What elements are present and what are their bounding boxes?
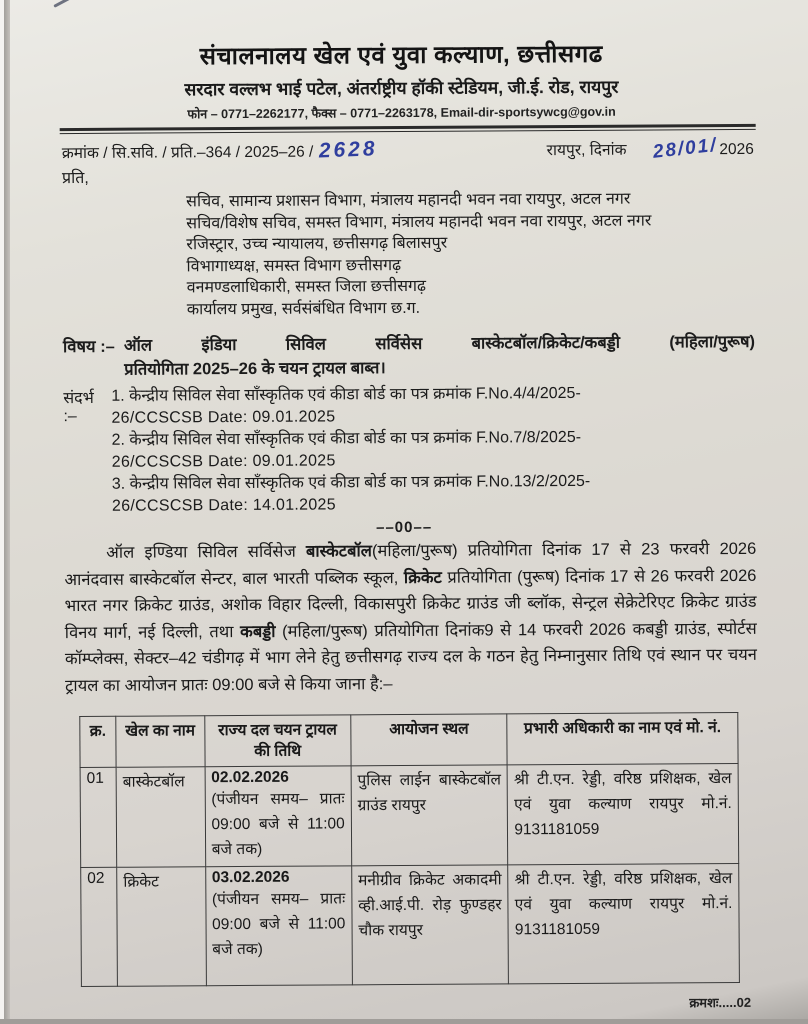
- body-segment-basketball: बास्केटबॉल: [305, 542, 372, 561]
- subject-label: विषय :–: [62, 337, 115, 357]
- letter-number: क्रमांक / सि.सवि. / प्रति.–364 / 2025–26 /: [61, 143, 314, 163]
- handwritten-dispatch-number: 2628: [318, 137, 379, 163]
- cell-officer: श्री टी.एन. रेड्डी, वरिष्ठ प्रशिक्षक, खेल एवं युवा कल्याण रायपुर मो.नं. 9131181059: [508, 863, 739, 983]
- reference-item-line-2: 26/CCSCSB Date: 09.01.2025: [111, 451, 336, 471]
- reference-section: [63, 382, 756, 518]
- organization-name: संचालनालय खेल एवं युवा कल्याण, छत्तीसगढ: [199, 40, 603, 71]
- subject-line-1: ऑल इंडिया सिविल सर्विसेस बास्केटबॉल/क्रिकेट/कबड्डी (महिला/पुरूष): [123, 332, 756, 355]
- reference-label: संदर्भ :–: [63, 389, 94, 426]
- reference-item-line-1: 3. केन्द्रीय सिविल सेवा साँस्कृतिक एवं कीडा बोर्ड का पत्र क्रमांक F.No.13/2/2025-: [111, 472, 591, 493]
- trial-date: 03.02.2026: [211, 868, 290, 887]
- body-segment-kabaddi: कबड्डी: [240, 622, 276, 641]
- body-segment: ऑल इण्डिया सिविल सर्विसेज: [106, 542, 307, 562]
- cell-venue: पुलिस लाईन बास्केटबॉल ग्राउंड रायपुर: [351, 765, 508, 866]
- reference-item: [112, 470, 756, 517]
- cell-officer: श्री टी.एन. रेड्डी, वरिष्ठ प्रशिक्षक, खेल एवं युवा कल्याण रायपुर मो.नं. 9131181059: [507, 763, 738, 864]
- trial-schedule-table: [79, 712, 740, 987]
- cell-serial: 02: [81, 867, 118, 986]
- body-segment: (महिला/पुरूष) प्रतियोगिता दिनांक 17 से 23 फरवरी 2026 आनंदवास बास्केटबॉल सेन्टर, बाल भारती पब्लिक स्कूल,: [64, 539, 757, 589]
- recipient-line: कार्यालय प्रमुख, सर्वसंबंधित विभाग छ.ग.: [186, 299, 421, 318]
- recipient-list: [186, 188, 755, 320]
- cell-sport: बास्केटबॉल: [116, 767, 205, 868]
- registration-time: (पंजीयन समय– प्रातः 09:00 बजे से 11:00 बजे तक): [211, 790, 345, 859]
- reference-item-line-1: 1. केन्द्रीय सिविल सेवा साँस्कृतिक एवं कीडा बोर्ड का पत्र क्रमांक F.No.4/4/2025-: [111, 384, 581, 405]
- table-row: [80, 763, 739, 867]
- printed-year: 2026: [719, 140, 754, 159]
- letter-body: [64, 536, 757, 699]
- reference-item: [112, 426, 756, 473]
- col-header-venue: आयोजन स्थल: [351, 714, 508, 766]
- body-segment-cricket: क्रिकेट: [403, 568, 442, 587]
- organization-contact: फोन – 0771–2262177, फैक्स – 0771–2263178, Email-dir-sportsywcg@gov.in: [187, 104, 616, 122]
- body-segment: (महिला/पुरूष) प्रतियोगिता दिनांक9 से 14 फरवरी 2026 कबड्डी ग्राउंड, स्पोर्टस कॉम्प्लेक्स, सेक्टर–42 चंडीगढ़ में भाग लेने हेतु छत्तीसगढ़ राज्य दल के गठन हेतु निम्नानुसार तिथि एवं स्थान पर चयन ट्रायल का आयोजन प्रातः 09:00 बजे से किया जाना है:–: [64, 619, 757, 695]
- col-header-sport: खेल का नाम: [116, 716, 205, 768]
- body-segment: प्रतियोगिता (पुरूष) दिनांक 17 से 26 फरवरी 2026 भारत नगर क्रिकेट ग्राउंड, अशोक विहार दिल्ली, विकासपुरी क्रिकेट ग्राउंड जी ब्लॉक, सेन्ट्रल सेक्रेटेरिएट क्रिकेट ग्राउंड विनय मार्ग, नई दिल्ली, तथा: [64, 566, 757, 642]
- cell-venue: मनीग्रीव क्रिकेट अकादमी व्ही.आई.पी. रोड़ फुण्डहर चौक रायपुर: [351, 865, 508, 985]
- continuation-note: क्रमशः.....02: [689, 994, 752, 1011]
- subject-text: [124, 330, 755, 382]
- cell-serial: 01: [80, 767, 117, 867]
- cell-trial-date: [205, 766, 352, 867]
- col-header-officer: प्रभारी अधिकारी का नाम एवं मो. नं.: [507, 712, 738, 764]
- to-label: प्रति,: [61, 169, 89, 188]
- cell-sport: क्रिकेट: [117, 867, 206, 987]
- trial-date: 02.02.2026: [211, 768, 289, 787]
- handwritten-date: 28/01/: [651, 134, 719, 163]
- table-header-row: [80, 712, 738, 767]
- reference-item: [111, 382, 755, 429]
- col-header-trial-date: राज्य दल चयन ट्रायल की तिथि: [204, 715, 351, 767]
- reference-number-line: [62, 136, 754, 164]
- reference-item-line-1: 2. केन्द्रीय सिविल सेवा साँस्कृतिक एवं कीडा बोर्ड का पत्र क्रमांक F.No.7/8/2025-: [111, 428, 582, 449]
- recipient-line: सचिव, सामान्य प्रशासन विभाग, मंत्रालय महानदी भवन नवा रायपुर, अटल नगर: [186, 190, 631, 211]
- cell-trial-date: [205, 866, 352, 986]
- table-row: [81, 863, 740, 986]
- subject-line-2: प्रतियोगिता 2025–26 के चयन ट्रायल बाब्त।: [124, 359, 386, 379]
- reference-item-line-2: 26/CCSCSB Date: 09.01.2025: [111, 407, 336, 427]
- letterhead: [0, 0, 806, 123]
- section-separator: ––00––: [376, 518, 433, 537]
- refline-spacer: [378, 155, 547, 156]
- scan-bottom-edge: [0, 1019, 808, 1024]
- organization-address: सरदार वल्लभ भाई पटेल, अंतर्राष्ट्रीय हॉकी स्टेडियम, जी.ई. रोड, रायपुर: [184, 76, 619, 100]
- subject-section: [63, 330, 755, 382]
- recipient-line: सचिव/विशेष सचिव, समस्त विभाग, मंत्रालय महानदी भवन नवा रायपुर, अटल नगर: [186, 211, 652, 232]
- place-date-label: रायपुर, दिनांक: [546, 141, 627, 160]
- recipient-line: रजिस्ट्रार, उच्च न्यायालय, छत्तीसगढ़ बिलासपुर: [186, 234, 448, 254]
- recipient-line: वनमण्डलाधिकारी, समस्त जिला छत्तीसगढ़: [186, 277, 427, 297]
- recipient-line: विभागाध्यक्ष, समस्त विभाग छत्तीसगढ़: [186, 256, 402, 275]
- reference-item-line-2: 26/CCSCSB Date: 14.01.2025: [111, 495, 336, 515]
- letterhead-divider: [60, 124, 756, 134]
- col-header-serial: क्र.: [80, 716, 116, 767]
- registration-time: (पंजीयन समय– प्रातः 09:00 बजे से 11:00 बजे तक): [211, 890, 346, 959]
- reference-items: [111, 382, 756, 518]
